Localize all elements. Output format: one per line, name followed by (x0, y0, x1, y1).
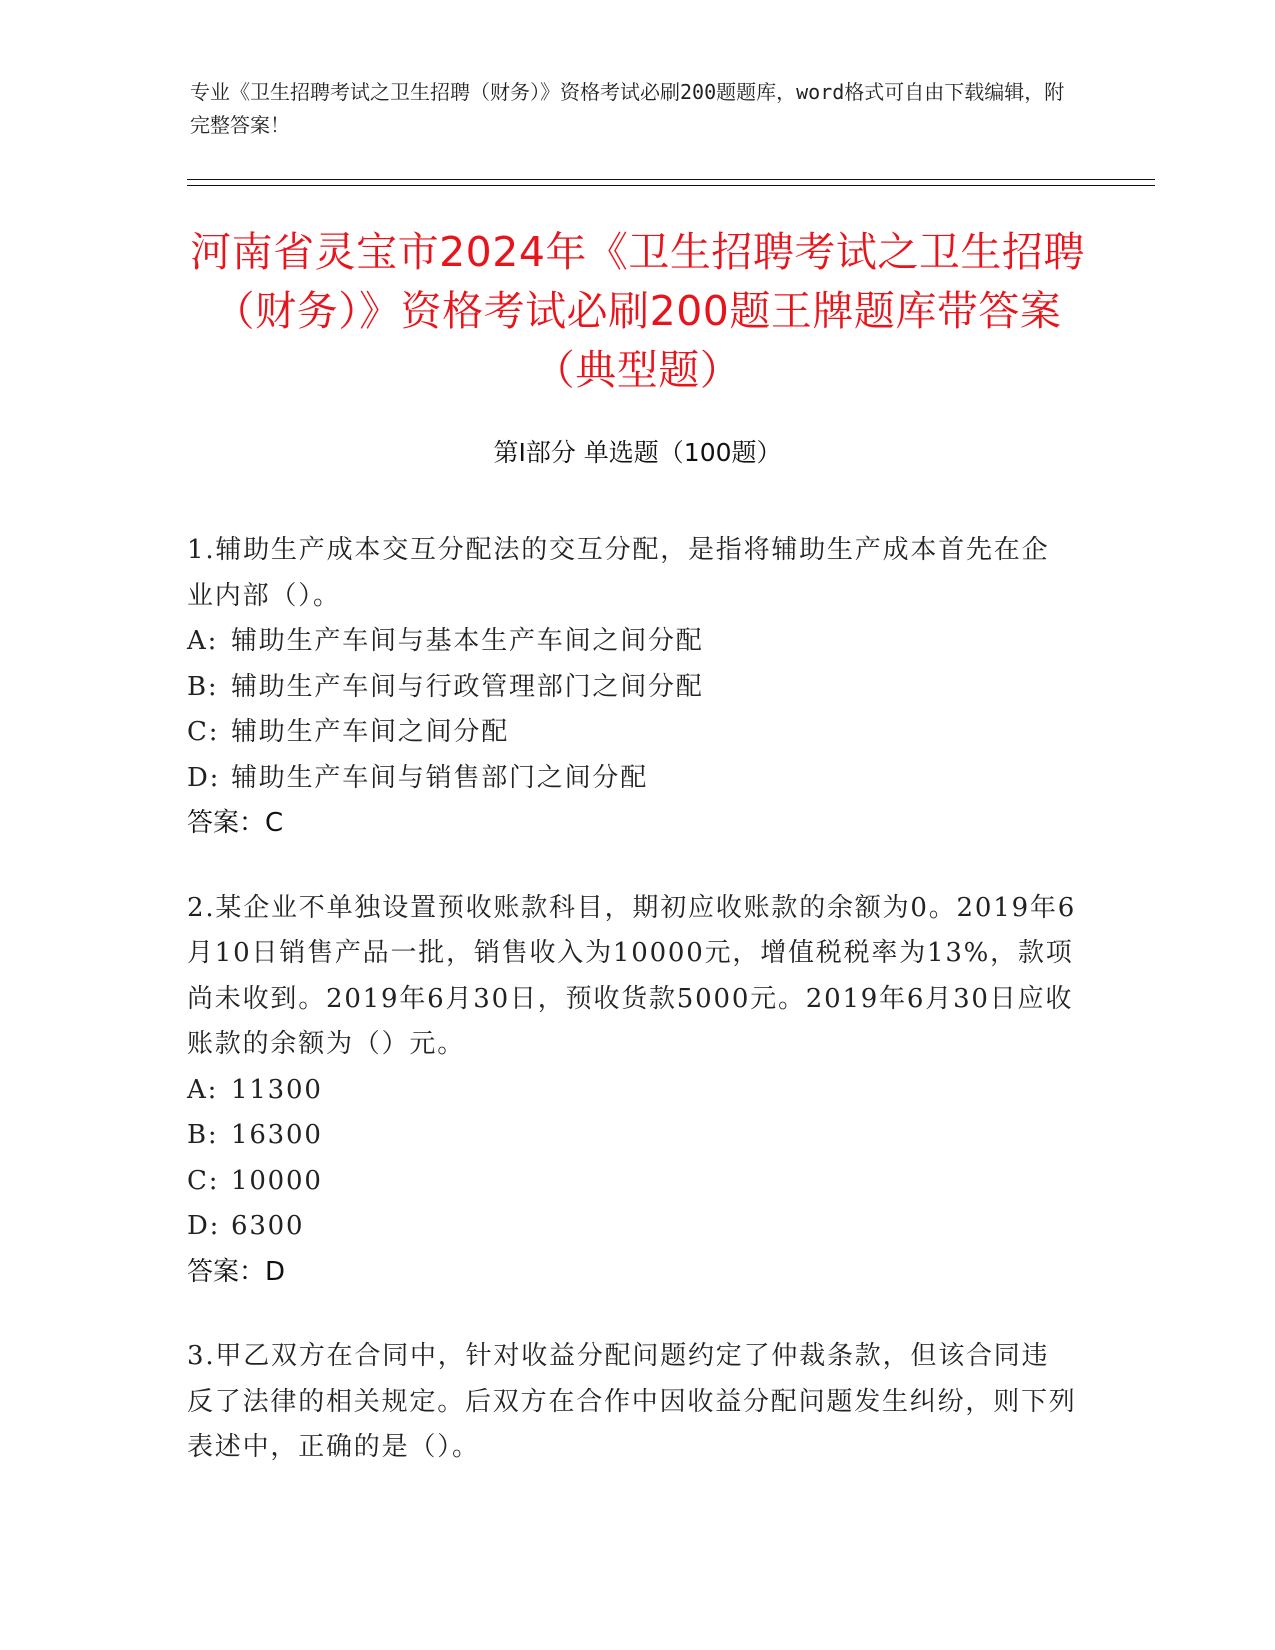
question-stem: 3.甲乙双方在合同中，针对收益分配问题约定了仲裁条款，但该合同违反了法律的相关规定。后双方在合作中因收益分配问题发生纠纷，则下列表述中，正确的是（）。 (187, 1341, 1077, 1462)
document-title: 河南省灵宝市2024年《卫生招聘考试之卫生招聘（财务）》资格考试必刷200题王牌题库带答案（典型题） (190, 228, 1085, 394)
option-text: 11300 (231, 1074, 323, 1105)
option-b (187, 665, 1077, 711)
question-stem: 2.某企业不单独设置预收账款科目，期初应收账款的余额为0。2019年6月10日销售产品一批，销售收入为10000元，增值税税率为13%，款项尚未收到。2019年6月30日，预收货款5000元。2019年6月30日应收账款的余额为（）元。 (187, 892, 1077, 1059)
header-divider-top (187, 179, 1155, 180)
question-1 (187, 528, 1077, 847)
question-3 (187, 1334, 1077, 1471)
option-c (187, 710, 1077, 756)
header-divider-bottom (187, 185, 1155, 186)
option-a (187, 1068, 1077, 1114)
option-d (187, 756, 1077, 802)
option-text: 辅助生产车间与行政管理部门之间分配 (231, 671, 704, 702)
option-a (187, 619, 1077, 665)
question-list (187, 528, 1077, 1510)
answer-line: 答案：D (187, 1256, 286, 1287)
option-text: 10000 (231, 1165, 323, 1196)
answer-line: 答案：C (187, 808, 284, 838)
option-text: 辅助生产车间之间分配 (231, 717, 510, 747)
option-text: 辅助生产车间与销售部门之间分配 (231, 762, 649, 793)
option-key: D: (187, 1211, 221, 1241)
option-key: A: (187, 1074, 219, 1105)
option-key: C: (187, 717, 220, 747)
section-title: 第I部分 单选题（100题） (493, 438, 782, 467)
question-stem: 1.辅助生产成本交互分配法的交互分配，是指将辅助生产成本首先在企业内部（）。 (187, 535, 1050, 611)
option-text: 辅助生产车间与基本生产车间之间分配 (231, 626, 704, 656)
question-2 (187, 886, 1077, 1296)
option-key: D: (187, 762, 221, 793)
option-key: A: (187, 626, 219, 656)
option-key: C: (187, 1165, 220, 1196)
option-key: B: (187, 1120, 219, 1150)
header-note: 专业《卫生招聘考试之卫生招聘（财务）》资格考试必刷200题题库，word格式可自由下载编辑，附完整答案！ (190, 80, 1065, 137)
option-key: B: (187, 671, 219, 702)
option-c (187, 1159, 1077, 1205)
option-text: 6300 (231, 1211, 305, 1241)
option-d (187, 1204, 1077, 1250)
option-text: 16300 (231, 1120, 323, 1150)
option-b (187, 1113, 1077, 1159)
